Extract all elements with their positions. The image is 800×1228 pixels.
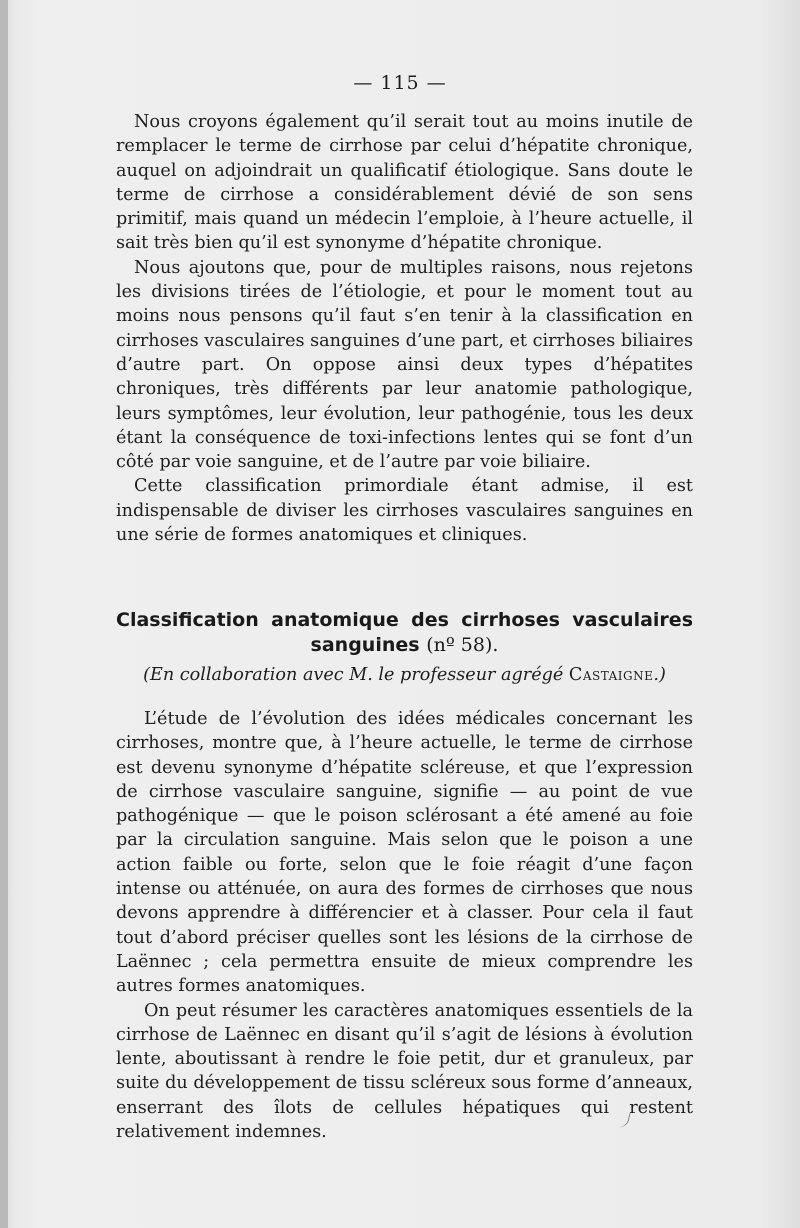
paragraph: Nous croyons également qu’il serait tout au moins inutile de remplacer le terme de cirrhose par celui d’hépatite chronique, auquel on adjoindrait un qualificatif étiologique. Sans doute le terme de cirrhose a considérablement dévié de son sens primitif, mais quand un médecin l’emploie, à l’heure actuelle, il sait très bien qu’il est synonyme d’hépatite chronique.	[116, 112, 693, 254]
heading-line-2: sanguines	[310, 634, 420, 656]
collaborator-name: Castaigne	[568, 665, 654, 685]
section-heading	[116, 608, 693, 658]
collaboration-prefix: (En collaboration avec M. le professeur agrégé	[143, 665, 564, 685]
paragraph: Cette classification primordiale étant admise, il est indispensable de diviser les cirrhoses vasculaires sanguines en une série de formes anatomiques et cliniques.	[116, 476, 693, 546]
heading-reference: (nº 58).	[426, 634, 499, 656]
page-number: — 115 —	[353, 72, 447, 94]
section-intro	[116, 110, 693, 547]
paragraph: L’étude de l’évolution des idées médicales concernant les cirrhoses, montre que, à l’heure actuelle, le terme de cirrhose est devenu synonyme d’hépatite scléreuse, et que l’expression de cirrhose vasculaire sanguine, signifie — au point de vue pathogénique — que le poison sclérosant a été amené au foie par la circulation sanguine. Mais selon que le poison a une action faible ou forte, selon que le foie réagit d’une façon intense ou atténuée, on aura des formes de cirrhoses que nous devons apprendre à différencier et à classer. Pour cela il faut tout d’abord préciser quelles sont les lésions de la cirrhose de Laënnec ; cela permettra ensuite de mieux comprendre les autres formes anatomiques.	[116, 709, 693, 997]
paragraph: Nous ajoutons que, pour de multiples raisons, nous rejetons les divisions tirées de l’étiologie, et pour le moment tout au moins nous pensons qu’il faut s’en tenir à la classification en cirrhoses vasculaires sanguines d’une part, et cirrhoses biliaires d’autre part. On oppose ainsi deux types d’hépatites chroniques, très différents par leur anatomie pathologique, leurs symptômes, leur évolution, leur pathogénie, tous les deux étant la conséquence de toxi-infections lentes qui se font d’un côté par voie sanguine, et de l’autre par voie biliaire.	[116, 257, 693, 473]
paragraph: On peut résumer les caractères anatomiques essentiels de la cirrhose de Laënnec en disant qu’il s’agit de lésions à évolution lente, aboutissant à rendre le foie petit, dur et granuleux, par suite du développement de tissu scléreux sous forme d’anneaux, enserrant des îlots de cellules hépatiques qui restent relativement indemnes.	[116, 1000, 693, 1143]
page-edge-shadow	[0, 0, 8, 1228]
collaboration-suffix: .)	[653, 665, 666, 685]
section-classification	[116, 707, 693, 1144]
collaboration-note	[116, 665, 693, 685]
heading-line-1: Classification anatomique des cirrhoses vasculaires	[116, 609, 693, 631]
